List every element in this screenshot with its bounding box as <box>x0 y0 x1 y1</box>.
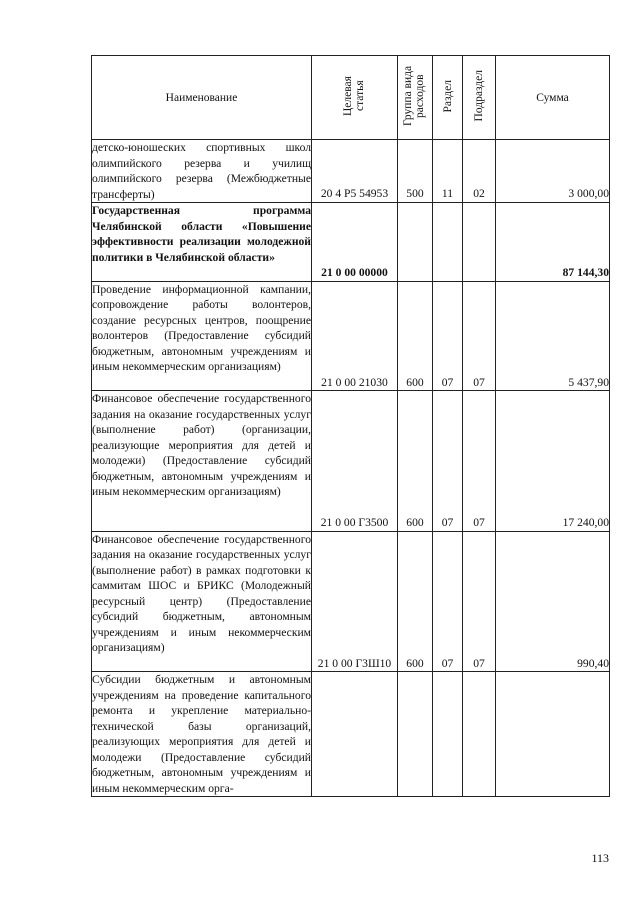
row-name-text: Финансовое обеспечение государственного задания на оказание государственных услуг (выполнение работ) (организации, реализующие мероприятия для детей и молодежи) (Предоставление субсидий бюджетным, автономным учреждениям и иным некоммерческим организациям) <box>92 392 311 498</box>
target-article-cell: 20 4 Р5 54953 <box>312 140 398 203</box>
expense-group-cell <box>398 672 433 797</box>
target-article-cell: 21 0 00 Г3500 <box>312 391 398 532</box>
sum-cell: 87 144,30 <box>496 203 610 282</box>
subsection-cell <box>463 672 496 797</box>
row-name-cell <box>92 203 312 282</box>
table-row <box>92 672 610 797</box>
row-name-cell <box>92 672 312 797</box>
header-name: Наименование <box>92 56 312 140</box>
table-row <box>92 531 610 672</box>
budget-table <box>91 55 610 797</box>
sum-cell: 17 240,00 <box>496 391 610 532</box>
section-cell: 07 <box>433 281 463 391</box>
table-row <box>92 140 610 203</box>
target-article-cell: 21 0 00 00000 <box>312 203 398 282</box>
target-article-cell <box>312 672 398 797</box>
subsection-cell: 07 <box>463 391 496 532</box>
expense-group-cell: 600 <box>398 531 433 672</box>
row-name-cell <box>92 531 312 672</box>
expense-group-cell: 600 <box>398 391 433 532</box>
sum-cell: 5 437,90 <box>496 281 610 391</box>
row-name-text: детско-юношеских спортивных школ олимпийского резерва и училищ олимпийского резерва (Межбюджетные трансферты) <box>92 141 311 201</box>
sum-cell: 990,40 <box>496 531 610 672</box>
subsection-cell: 07 <box>463 531 496 672</box>
sum-cell: 3 000,00 <box>496 140 610 203</box>
row-name-cell <box>92 391 312 532</box>
sum-cell <box>496 672 610 797</box>
section-cell <box>433 203 463 282</box>
header-expense-group: Группа вида расходов <box>398 56 433 140</box>
header-target-article: Целевая статья <box>312 56 398 140</box>
section-cell <box>433 672 463 797</box>
section-cell: 11 <box>433 140 463 203</box>
row-name-text: Проведение информационной кампании, сопровождение работы волонтеров, создание ресурсных центров, поощрение волонтеров (Предоставление субсидий бюджетным, автономным учреждениям и иным некоммерческим организациям) <box>92 282 311 373</box>
subsection-cell: 07 <box>463 281 496 391</box>
header-subsection: Подраздел <box>463 56 496 140</box>
table-row <box>92 281 610 391</box>
header-section: Раздел <box>433 56 463 140</box>
target-article-cell: 21 0 00 21030 <box>312 281 398 391</box>
section-cell: 07 <box>433 391 463 532</box>
expense-group-cell <box>398 203 433 282</box>
table-header-row <box>92 56 610 140</box>
subsection-cell <box>463 203 496 282</box>
row-name-cell <box>92 281 312 391</box>
subsection-cell: 02 <box>463 140 496 203</box>
target-article-cell: 21 0 00 Г3Ш10 <box>312 531 398 672</box>
section-cell: 07 <box>433 531 463 672</box>
header-sum: Сумма <box>496 56 610 140</box>
row-name-text: Финансовое обеспечение государственного задания на оказание государственных услуг (выполнение работ) в рамках подготовки к саммитам ШОС и БРИКС (Молодежный ресурсный центр) (Предоставление субсидий бюджетным, автономным учреждениям и иным некоммерческим организациям) <box>92 532 311 654</box>
row-name-text: Государственная программа Челябинской области «Повышение эффективности реализации молодежной политики в Челябинской области» <box>92 204 311 264</box>
table-row <box>92 203 610 282</box>
expense-group-cell: 500 <box>398 140 433 203</box>
table-row <box>92 391 610 532</box>
expense-group-cell: 600 <box>398 281 433 391</box>
row-name-cell <box>92 140 312 203</box>
page-number: 113 <box>591 851 609 865</box>
row-name-text: Субсидии бюджетным и автономным учреждениям на проведение капитального ремонта и укрепление материально-технической базы организаций, реализующих мероприятия для детей и молодежи (Предоставление субсидий бюджетным, автономным учреждениям и иным некоммерческим орга- <box>92 673 311 795</box>
